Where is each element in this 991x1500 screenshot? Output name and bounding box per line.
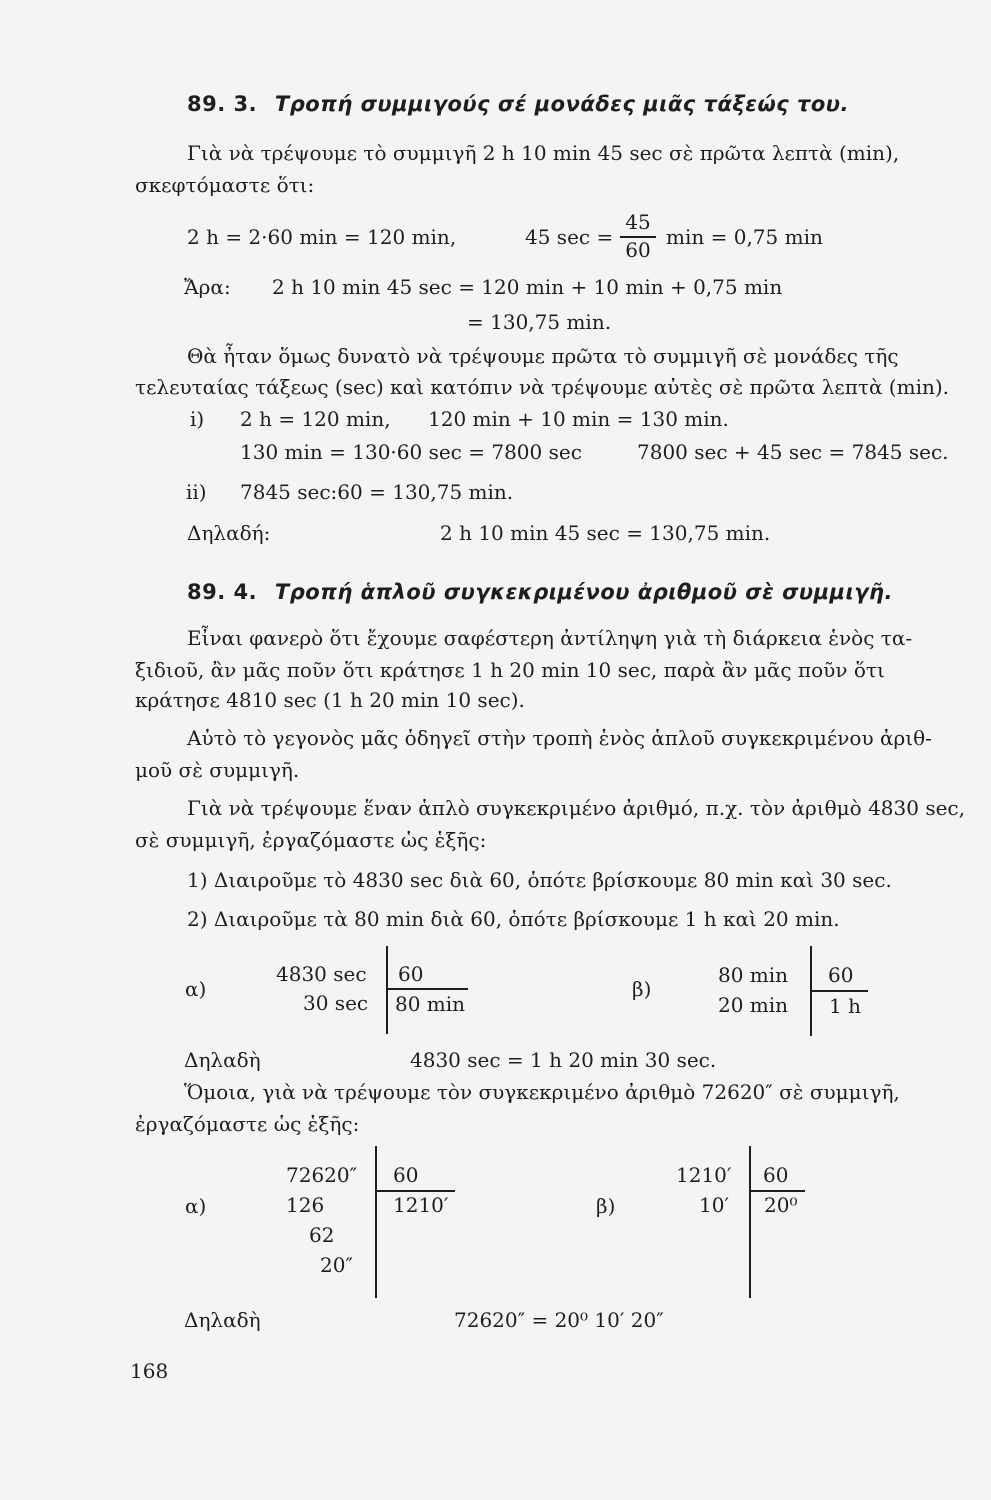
paragraph-line: Γιὰ νὰ τρέψουμε τὸ συμμιγῆ 2 h 10 min 45 sec σὲ πρῶτα λεπτὰ (min), xyxy=(187,141,900,165)
paragraph-line: Θὰ ἦταν ὅμως δυνατὸ νὰ τρέψουμε πρῶτα τὸ συμμιγῆ σὲ μονάδες τῆς xyxy=(187,344,899,368)
division-a-divisor: 60 xyxy=(398,962,424,986)
paragraph-line: ξιδιοῦ, ἂν μᾶς ποῦν ὅτι κράτησε 1 h 20 min 10 sec, παρὰ ἂν μᾶς ποῦν ὅτι xyxy=(135,658,885,682)
step-i-a: 2 h = 120 min, xyxy=(240,407,391,431)
step-i-c: 130 min = 130·60 sec = 7800 sec xyxy=(240,440,582,464)
equation-hours: 2 h = 2·60 min = 120 min, xyxy=(187,225,457,249)
step-i-d: 7800 sec + 45 sec = 7845 sec. xyxy=(637,440,949,464)
paragraph-line: Ὅμοια, γιὰ νὰ τρέψουμε τὸν συγκεκριμένο ἀριθμὸ 72620″ σὲ συμμιγῆ, xyxy=(184,1080,900,1104)
equation-total: 2 h 10 min 45 sec = 120 min + 10 min + 0,75 min xyxy=(272,275,783,299)
paragraph-line: σκεφτόμαστε ὅτι: xyxy=(135,173,315,197)
step-1: 1) Διαιροῦμε τὸ 4830 sec διὰ 60, ὁπότε βρίσκουμε 80 min καὶ 30 sec. xyxy=(187,868,892,892)
division-d-vertical xyxy=(749,1146,751,1298)
division-b-dividend: 80 min xyxy=(718,963,789,987)
step-ii-a: 7845 sec:60 = 130,75 min. xyxy=(240,480,514,504)
division-c-row1: 72620″ xyxy=(286,1163,358,1187)
equation-sec-left: 45 sec = xyxy=(525,225,614,249)
paragraph-line: τελευταίας τάξεως (sec) καὶ κατόπιν νὰ τρέψουμε αὐτὲς σὲ πρῶτα λεπτὰ (min). xyxy=(135,375,950,399)
division-c-row2: 126 xyxy=(286,1193,325,1217)
diladi-equation: 4830 sec = 1 h 20 min 30 sec. xyxy=(410,1048,717,1072)
division-d-divisor: 60 xyxy=(763,1163,789,1187)
paragraph-line: μοῦ σὲ συμμιγῆ. xyxy=(135,758,300,782)
paragraph-line: Γιὰ νὰ τρέψουμε ἕναν ἁπλὸ συγκεκριμένο ἀριθμό, π.χ. τὸν ἀριθμὸ 4830 sec, xyxy=(187,796,965,820)
division-a-dividend: 4830 sec xyxy=(276,962,367,986)
division-a-horizontal xyxy=(386,988,468,990)
division-c-row4: 20″ xyxy=(320,1253,353,1277)
division-b-quotient: 1 h xyxy=(829,994,861,1018)
section-4-title: Τροπή ἁπλοῦ συγκεκριμένου ἀριθμοῦ σὲ συμμιγῆ. xyxy=(274,580,893,604)
division-c-vertical xyxy=(375,1146,377,1298)
paragraph-line: σὲ συμμιγῆ, ἐργαζόμαστε ὡς ἑξῆς: xyxy=(135,828,487,852)
page-number: 168 xyxy=(130,1359,169,1383)
division-b-label: β) xyxy=(632,977,652,1001)
step-2: 2) Διαιροῦμε τὰ 80 min διὰ 60, ὁπότε βρίσκουμε 1 h καὶ 20 min. xyxy=(187,907,840,931)
diladi-label: Δηλαδὴ xyxy=(184,1048,261,1072)
fraction-denominator: 60 xyxy=(625,238,651,262)
section-3-heading xyxy=(187,92,849,116)
division-a-remainder: 30 sec xyxy=(303,991,369,1015)
section-3-number: 89. 3. xyxy=(187,92,258,116)
paragraph-line: Εἶναι φανερὸ ὅτι ἔχουμε σαφέστερη ἀντίληψη γιὰ τὴ διάρκεια ἑνὸς τα- xyxy=(187,626,913,650)
paragraph-line: Αὐτὸ τὸ γεγονὸς μᾶς ὁδηγεῖ στὴν τροπὴ ἑνὸς ἁπλοῦ συγκεκριμένου ἀριθ- xyxy=(187,726,932,750)
division-c-row3: 62 xyxy=(309,1223,335,1247)
division-d-row2: 10′ xyxy=(699,1193,729,1217)
ara-label: Ἄρα: xyxy=(184,275,231,299)
division-b-horizontal xyxy=(810,990,868,992)
division-d-label: β) xyxy=(596,1194,616,1218)
section-4-heading xyxy=(187,580,893,604)
division-a-label: α) xyxy=(185,977,207,1001)
equation-result: = 130,75 min. xyxy=(467,310,612,334)
diladi-equation: 72620″ = 20⁰ 10′ 20″ xyxy=(454,1308,664,1332)
division-b-remainder: 20 min xyxy=(718,993,789,1017)
division-c-quotient: 1210′ xyxy=(393,1193,449,1217)
section-3-title: Τροπή συμμιγούς σέ μονάδες μιᾶς τάξεώς του. xyxy=(274,92,849,116)
division-b-divisor: 60 xyxy=(828,963,854,987)
paragraph-line: κράτησε 4810 sec (1 h 20 min 10 sec). xyxy=(135,688,525,712)
division-d-quotient: 20⁰ xyxy=(764,1193,798,1217)
division-a-vertical xyxy=(386,946,388,1034)
fraction-numerator: 45 xyxy=(625,210,651,234)
diladi-label: Δηλαδή: xyxy=(187,521,271,545)
division-c-divisor: 60 xyxy=(393,1163,419,1187)
equation-sec-right: min = 0,75 min xyxy=(666,225,823,249)
diladi-label: Δηλαδὴ xyxy=(184,1308,261,1332)
step-ii-label: ii) xyxy=(186,480,207,504)
division-a-quotient: 80 min xyxy=(395,992,466,1016)
division-c-label: α) xyxy=(185,1194,207,1218)
diladi-equation: 2 h 10 min 45 sec = 130,75 min. xyxy=(440,521,771,545)
paragraph-line: ἐργαζόμαστε ὡς ἑξῆς: xyxy=(135,1112,360,1136)
division-d-row1: 1210′ xyxy=(676,1163,732,1187)
section-4-number: 89. 4. xyxy=(187,580,258,604)
step-i-b: 120 min + 10 min = 130 min. xyxy=(428,407,729,431)
step-i-label: i) xyxy=(190,407,205,431)
